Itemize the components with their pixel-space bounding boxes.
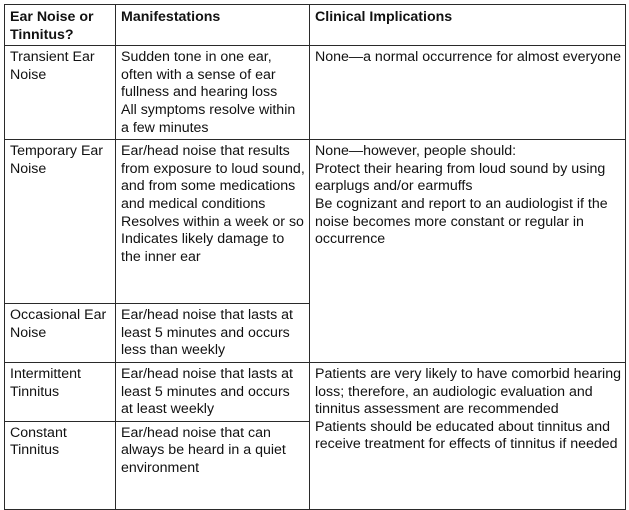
row-type-cell: Occasional Ear Noise: [5, 304, 116, 363]
header-manifestations: Manifestations: [116, 5, 310, 46]
manifestations-cell: [116, 304, 310, 363]
implications-cell: [310, 362, 626, 509]
tinnitus-classification-table: [4, 4, 626, 510]
manifestation-text: Indicates likely damage to the inner ear: [121, 231, 285, 265]
manifestations-cell: [116, 140, 310, 304]
row-type-cell: Intermittent Tinnitus: [5, 362, 116, 421]
row-type-cell: Temporary Ear Noise: [5, 140, 116, 304]
manifestation-text: Ear/head noise that lasts at least 5 minutes and occurs at least weekly: [121, 365, 293, 418]
implication-text: Protect their hearing from loud sound by using earplugs and/or earmuffs: [315, 160, 606, 195]
table-row: [5, 362, 626, 421]
table-row: [5, 140, 626, 304]
manifestation-text: Sudden tone in one ear, often with a sense of ear fullness and hearing loss: [121, 49, 278, 101]
manifestation-text: Ear/head noise that results from exposure to loud sound, and from some medications and medical conditions: [121, 143, 305, 212]
row-type-cell: Constant Tinnitus: [5, 421, 116, 509]
implication-text: None—a normal occurrence for almost everyone: [315, 49, 621, 66]
implications-cell: [310, 140, 626, 363]
manifestation-text: Resolves within a week or so: [121, 213, 304, 230]
header-ear-noise-or-tinnitus: Ear Noise or Tinnitus?: [5, 5, 116, 46]
manifestations-cell: [116, 362, 310, 421]
manifestations-cell: [116, 46, 310, 140]
manifestations-cell: [116, 421, 310, 509]
implication-text: Patients should be educated about tinnitus and receive treatment for effects of tinnitus if needed: [315, 418, 618, 453]
manifestation-text: All symptoms resolve within a few minutes: [121, 101, 296, 136]
implication-text: None—however, people should:: [315, 143, 517, 160]
row-type-cell: Transient Ear Noise: [5, 46, 116, 140]
implication-text: Patients are very likely to have comorbid hearing loss; therefore, an audiologic evaluation and tinnitus assessment are recommended: [315, 365, 621, 418]
manifestation-text: Ear/head noise that lasts at least 5 minutes and occurs less than weekly: [121, 307, 293, 359]
table-row: [5, 46, 626, 140]
header-clinical-implications: Clinical Implications: [310, 5, 626, 46]
manifestation-text: Ear/head noise that can always be heard in a quiet environment: [121, 424, 286, 476]
table-header-row: [5, 5, 626, 46]
implication-text: Be cognizant and report to an audiologist if the noise becomes more constant or regular in occurrence: [315, 195, 608, 248]
implications-cell: [310, 46, 626, 140]
